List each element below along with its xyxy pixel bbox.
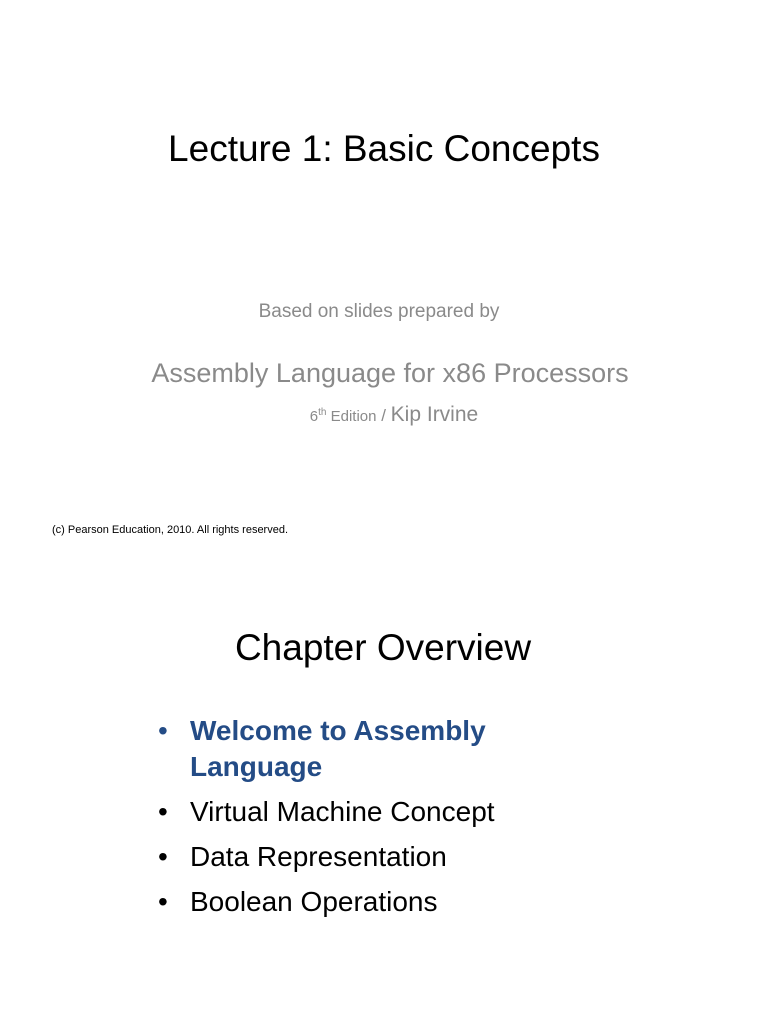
overview-slide	[0, 580, 768, 1024]
edition-word: Edition	[326, 408, 377, 425]
copyright-notice: (c) Pearson Education, 2010. All rights reserved.	[52, 524, 289, 536]
bullet-dot: •	[158, 886, 168, 917]
author-separator: /	[376, 406, 391, 425]
edition-suffix: th	[318, 407, 327, 418]
bullet-text: Virtual Machine Concept	[190, 796, 495, 827]
bullet-text: Data Representation	[190, 841, 447, 872]
based-on-text: Based on slides prepared by	[258, 301, 500, 322]
edition-number: 6	[309, 408, 319, 425]
bullet-text: Boolean Operations	[190, 886, 438, 917]
bullet-dot: •	[158, 796, 168, 827]
bullet-text: Welcome to Assembly Language	[190, 715, 486, 782]
edition-line	[0, 403, 768, 427]
author-name: Kip Irvine	[390, 403, 479, 426]
bullet-item	[158, 884, 598, 920]
bullet-dot: •	[158, 841, 168, 872]
bullet-item	[158, 794, 598, 830]
bullet-item	[158, 713, 598, 785]
bullet-dot: •	[158, 715, 168, 746]
book-title: Assembly Language for x86 Processors	[151, 358, 629, 388]
chapter-overview-title: Chapter Overview	[234, 627, 532, 668]
bullet-item	[158, 839, 598, 875]
lecture-title: Lecture 1: Basic Concepts	[168, 128, 600, 169]
overview-bullet-list	[158, 713, 598, 929]
